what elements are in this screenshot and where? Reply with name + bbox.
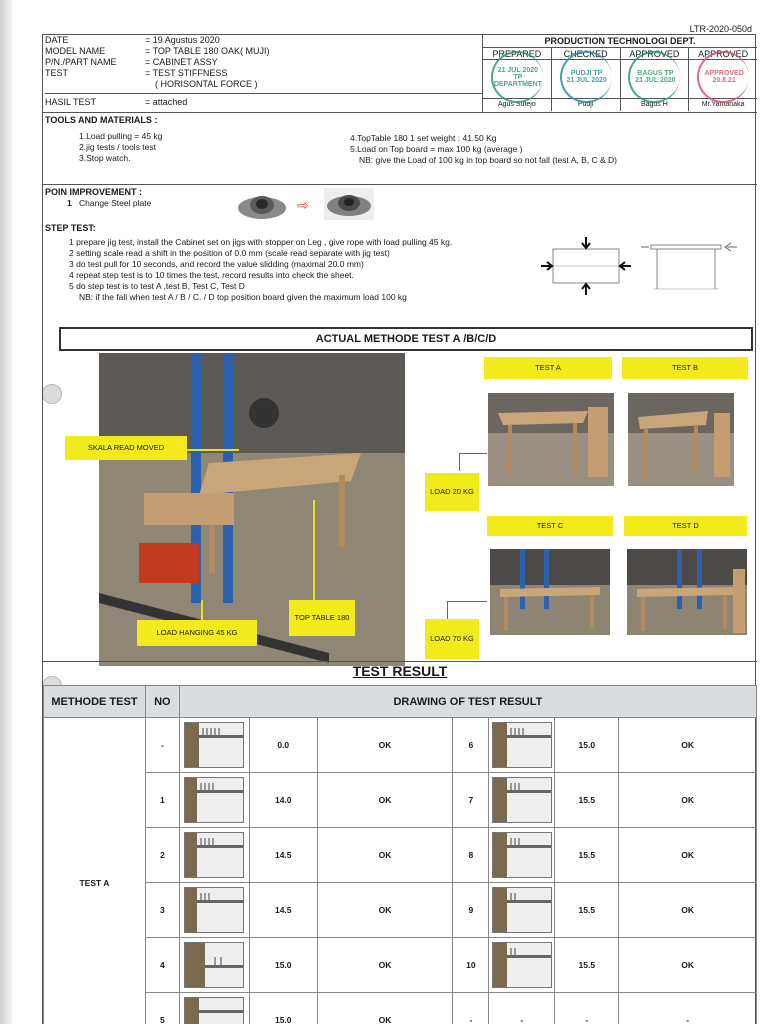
test-direction-diagram [539, 235, 635, 297]
photo-test-d [627, 549, 747, 635]
table-row: 3 14.5 OK 9 15.5 OK [44, 883, 757, 938]
result-table [43, 685, 757, 1024]
table-row: 5 15.0 OK - - - - [44, 993, 757, 1024]
arrow-right-icon: ⇨ [297, 197, 309, 213]
scale-photo [492, 832, 552, 878]
document-number: LTR-2020-050d [689, 24, 752, 34]
table-row: 1 14.0 OK 7 15.5 OK [44, 773, 757, 828]
col-drawing: DRAWING OF TEST RESULT [179, 686, 756, 718]
table-row: 4 15.0 OK 10 15.5 OK [44, 938, 757, 993]
steel-plate-old-image [237, 190, 287, 222]
photo-test-c [490, 549, 610, 635]
header-row: DATE = 19 Agustus 2020 [45, 35, 220, 45]
label-test-a: TEST A [484, 357, 612, 379]
approval-block [483, 35, 757, 113]
form-frame [42, 34, 756, 1024]
header-row: P/N./PART NAME = CABINET ASSY [45, 57, 218, 67]
scale-photo [184, 722, 244, 768]
label-skala-read-moved: SKALA READ MOVED [65, 436, 187, 460]
approval-stamps [483, 60, 757, 99]
label-test-c: TEST C [487, 516, 613, 536]
scale-photo [184, 887, 244, 933]
header-row: TEST = TEST STIFFNESS [45, 68, 228, 78]
scale-photo [184, 777, 244, 823]
col-method: METHODE TEST [44, 686, 146, 718]
section-title: STEP TEST: [45, 223, 96, 233]
header-row: ( HORISONTAL FORCE ) [155, 79, 258, 89]
tools-section: TOOLS AND MATERIALS : 1.Load pulling = 45 kg 2.jig tests / tools test 3.Stop watch. 4.TopTable 180 1 set weight : 41.50 Kg 5.Load on Top board = max 100 kg (average ) NB: give the Load of 100 kg in top board so not fall (test A, B, C & D) [43, 113, 757, 185]
scale-photo [184, 997, 244, 1024]
scale-photo [492, 777, 552, 823]
approval-stamp: BAGUS TP 21 JUL 2020 [628, 51, 680, 103]
label-load-20: LOAD 20 KG [425, 473, 479, 511]
label-load-70: LOAD 70 KG [425, 619, 479, 659]
section-title: POIN IMPROVEMENT : [45, 187, 143, 197]
page-edge-shadow [0, 0, 12, 1024]
method-cell: TEST A [44, 718, 146, 1024]
approval-stamp: APPROVED 20.8.21 [697, 51, 749, 103]
scale-photo [184, 832, 244, 878]
header-row: HASIL TEST = attached [45, 93, 483, 107]
approval-columns: PREPARED CHECKED APPROVED APPROVED [483, 48, 757, 60]
photo-test-b [628, 393, 734, 486]
steel-plate-new-image [324, 188, 374, 220]
label-test-d: TEST D [624, 516, 747, 536]
scale-photo [184, 942, 244, 988]
col-no: NO [145, 686, 179, 718]
table-row: TEST A - 0.0 OK 6 15.0 OK [44, 718, 757, 773]
scale-photo [492, 942, 552, 988]
header-info [43, 35, 483, 113]
label-test-b: TEST B [622, 357, 748, 379]
label-top-table: TOP TABLE 180 [289, 600, 355, 636]
dept-title: PRODUCTION TECHNOLOGI DEPT. [483, 35, 757, 48]
scale-photo [492, 722, 552, 768]
approval-stamp: PUDJI TP 21 JUL 2020 [560, 51, 612, 103]
test-result-title: TEST RESULT [352, 663, 448, 679]
section-title: TOOLS AND MATERIALS : [45, 115, 158, 125]
improvement-section: POIN IMPROVEMENT : 1 Change Steel plate ⇨ STEP TEST: 1 prepare jig test, install the Cabinet set on jigs with stopper on Leg , give rope with load pulling 45 kg. 2 setting scale read a shift in the position of 0.0 mm (scale read separate with jig test) 3 do test pull for 10 seconds, and record the value slidding (maximal 20.0 mm) 4 repeat step test is to 10 times the test, record results into check the sheet. 5 do step test is to test A ,test B, Test C, Test D NB: if the fall when test A / B / C. / D top position board given the maximum load 100 kg [43, 185, 757, 330]
scale-photo [492, 887, 552, 933]
photo-test-a [488, 393, 614, 486]
label-load-hanging: LOAD HANGING 45 KG [137, 620, 257, 646]
table-row: 2 14.5 OK 8 15.5 OK [44, 828, 757, 883]
approver-names: Agus Sutejo Pudji Bagus H Mr.Yamanaka [483, 99, 757, 111]
side-view-diagram [639, 237, 739, 299]
header-row: MODEL NAME = TOP TABLE 180 OAK( MUJI) [45, 46, 270, 56]
approval-stamp: 21 JUL 2020 TP DEPARTMENT [491, 51, 543, 103]
method-banner: ACTUAL METHODE TEST A /B/C/D [59, 327, 753, 351]
